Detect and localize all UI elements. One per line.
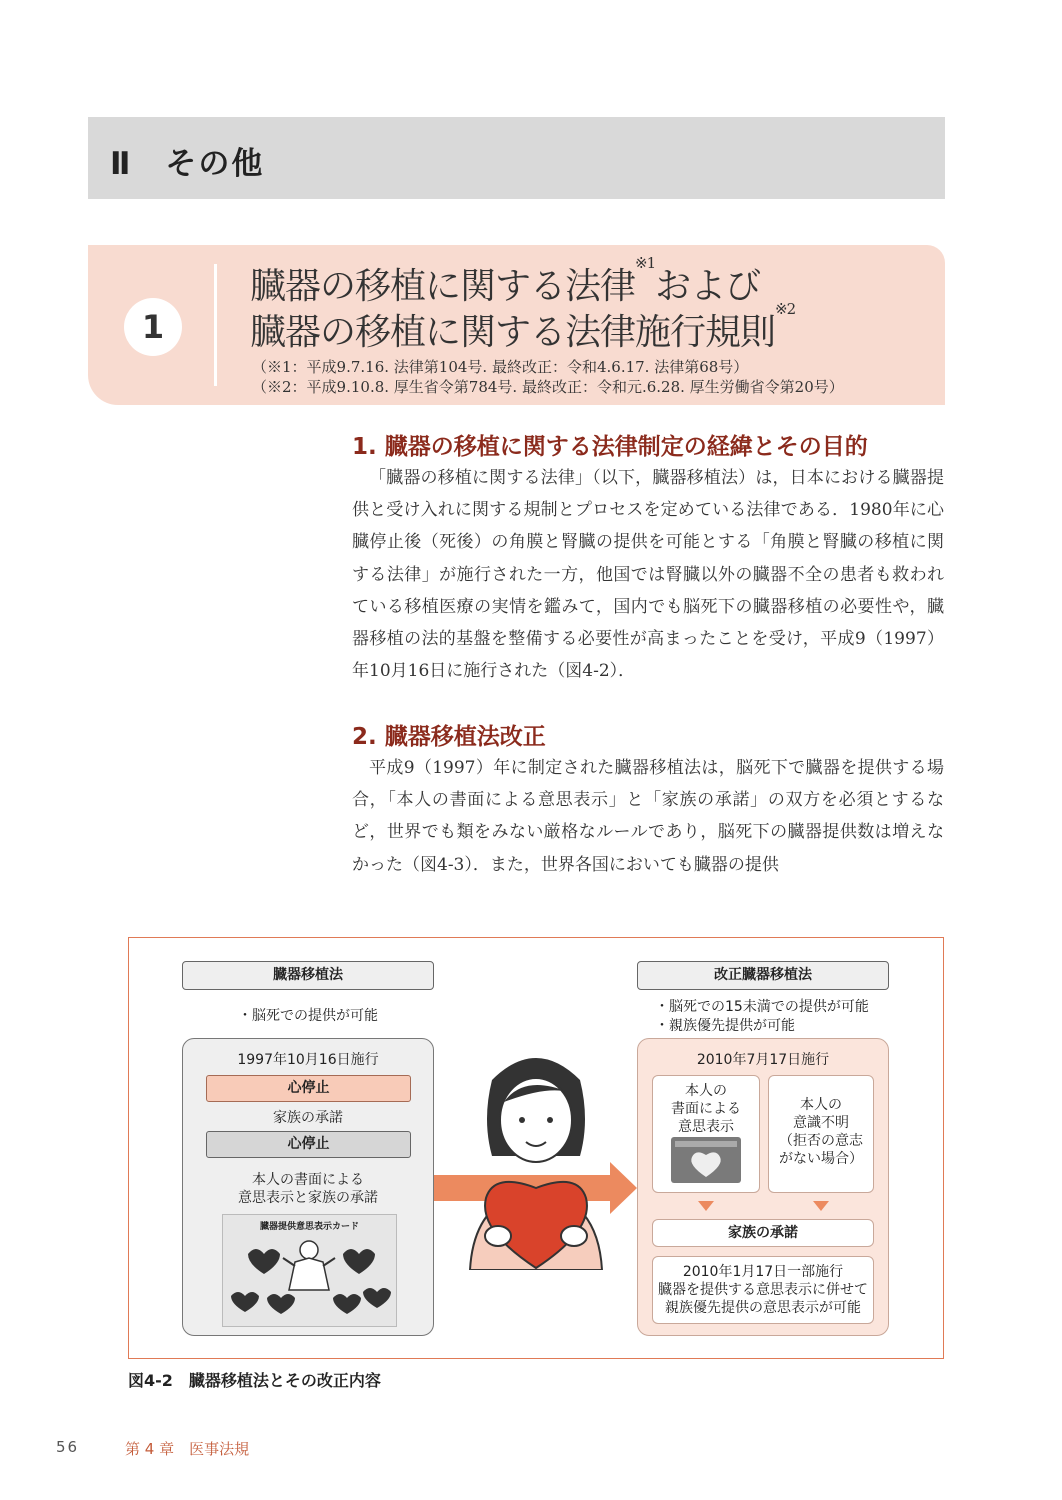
left-consent: 家族の承諾 — [273, 1110, 343, 1126]
subsection-heading-1: 1. 臓器の移植に関する法律制定の経緯とその目的 — [352, 434, 868, 460]
section-note-1: （※1：平成9.7.16. 法律第104号. 最終改正：令和4.6.17. 法律第68号） — [252, 358, 749, 376]
section-number: 1 — [124, 298, 182, 356]
left-note: ・脳死での提供が可能 — [238, 1008, 378, 1024]
left-date: 1997年10月16日施行 — [237, 1052, 379, 1068]
right-box-written-intent: 本人の 書面による 意思表示 — [652, 1075, 760, 1193]
woman-holding-heart-icon — [434, 1040, 637, 1270]
right-header: 改正臓器移植法 — [637, 961, 889, 990]
section-divider — [214, 264, 217, 386]
down-arrow-icon — [698, 1201, 714, 1211]
figure-caption: 図4-2 臓器移植法とその改正内容 — [128, 1371, 381, 1390]
right-note-2: ・親族優先提供が可能 — [655, 1018, 795, 1034]
donor-card-title: 臓器提供意思表示カード — [259, 1222, 359, 1232]
down-arrow-icon — [813, 1201, 829, 1211]
section-title-line2: 臓器の移植に関する法律施行規則$^{※2}$ — [250, 300, 796, 353]
left-line-b: 意思表示と家族の承諾 — [238, 1190, 378, 1206]
section-title-line1: 臓器の移植に関する法律$^{※1}$および — [250, 254, 761, 307]
right-note-1: ・脳死での15未満での提供が可能 — [655, 999, 869, 1015]
left-header: 臓器移植法 — [182, 961, 434, 990]
subsection-text-1: 「臓器の移植に関する法律」（以下，臓器移植法）は，日本における臓器提供と受け入れに関する規制とプロセスを定めている法律である．1980年に心臓停止後（死後）の角膜と腎臓の提供を可能とする「角膜と腎臓の移植に関する法律」が施行された一方，他国では腎臓以外の臓器不全の患者も救われている移植医療の実情を鑑みて，国内でも脳死下の臓器移植の必要性や，臓器移植の法的基盤を整備する必要性が高まったことを受け，平成9（1997）年10月16日に施行された（図4-2）． — [352, 468, 944, 682]
page-number: 56 — [56, 1438, 80, 1456]
left-line-a: 本人の書面による — [252, 1172, 364, 1188]
subsection-text-2: 平成9（1997）年に制定された臓器移植法は，脳死下で臓器を提供する場合，「本人の書面による意思表示」と「家族の承諾」の双方を必須とするなど，世界でも類をみない厳格なルールであり，脳死下の臓器提供数は増えなかった（図4-3）．また，世界各国においても臓器の提供 — [352, 758, 944, 875]
section-note-2: （※2：平成9.10.8. 厚生省令第784号. 最終改正：令和元.6.28. 厚生労働省令第20号） — [252, 378, 844, 396]
right-box-unconscious: 本人の 意識不明 （拒否の意志 がない場合） — [768, 1075, 874, 1193]
right-consent: 家族の承諾 — [652, 1219, 874, 1247]
part-title: Ⅱ その他 — [110, 146, 265, 182]
left-pill-1: 心停止 — [206, 1075, 411, 1102]
left-pill-2: 心停止 — [206, 1131, 411, 1158]
donor-card-illustration-icon — [223, 1232, 396, 1324]
right-bottom-note: 2010年1月17日一部施行 臓器を提供する意思表示に併せて 親族優先提供の意思表示が可能 — [652, 1256, 874, 1324]
subsection-heading-2: 2. 臓器移植法改正 — [352, 724, 546, 750]
chapter-label: 第 4 章 医事法規 — [125, 1440, 250, 1458]
donor-card-small-icon — [671, 1137, 741, 1183]
right-date: 2010年7月17日施行 — [696, 1052, 830, 1068]
donor-card-image — [222, 1214, 397, 1327]
